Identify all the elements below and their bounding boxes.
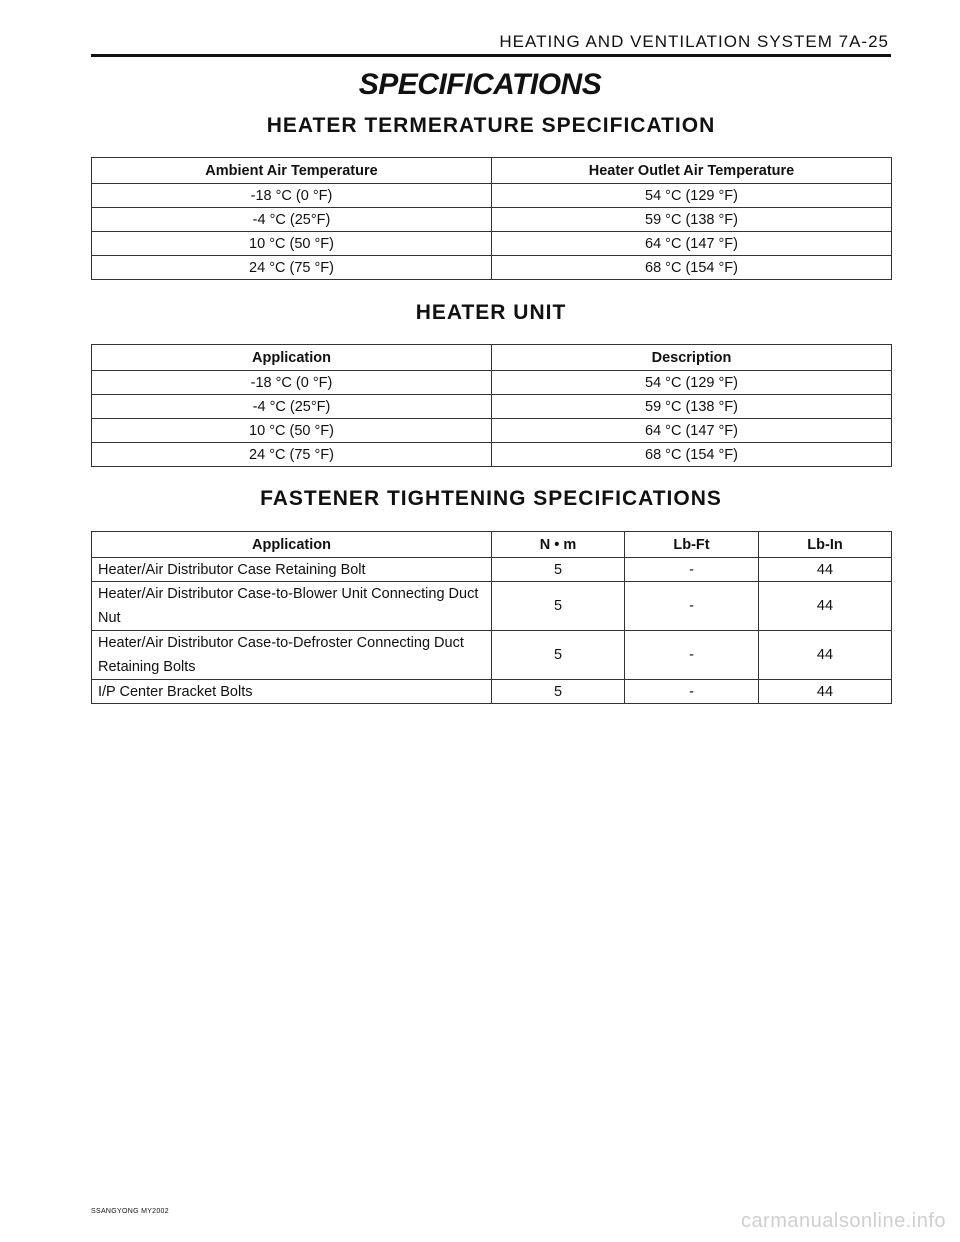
table-row (92, 558, 892, 582)
table-cell: 54 °C (129 °F) (492, 184, 892, 208)
section-title-fastener-tightening: FASTENER TIGHTENING SPECIFICATIONS (260, 487, 722, 510)
table-cell: 44 (759, 680, 892, 704)
table-cell: - (625, 680, 759, 704)
column-header: Ambient Air Temperature (92, 158, 492, 184)
table-row (92, 371, 892, 395)
table-cell: -4 °C (25°F) (92, 395, 492, 419)
table-cell: 44 (759, 558, 892, 582)
table-cell: - (625, 582, 759, 631)
column-header: Application (92, 532, 492, 558)
footer-text: SSANGYONG MY2002 (91, 1208, 169, 1215)
table-row (92, 184, 892, 208)
table-cell: 44 (759, 631, 892, 680)
table-cell: 5 (492, 558, 625, 582)
table-cell (92, 582, 492, 631)
table-cell: 59 °C (138 °F) (492, 395, 892, 419)
fastener-tightening-table (91, 531, 892, 704)
column-header: Lb-In (759, 532, 892, 558)
table-cell: - (625, 631, 759, 680)
table-cell: 54 °C (129 °F) (492, 371, 892, 395)
table-cell: - (625, 558, 759, 582)
table-cell: -18 °C (0 °F) (92, 184, 492, 208)
page-title: SPECIFICATIONS (358, 68, 602, 101)
table-row (92, 395, 892, 419)
table-row (92, 256, 892, 280)
cell-text: Heater/Air Distributor Case-to-Blower Unit Connecting Duct Nut (98, 586, 479, 626)
heater-unit-table (91, 344, 892, 467)
table-cell (92, 631, 492, 680)
table-header-row (92, 532, 892, 558)
table-cell: 5 (492, 631, 625, 680)
header-title: HEATING AND VENTILATION SYSTEM 7A-25 (499, 32, 889, 51)
table-cell: 68 °C (154 °F) (492, 443, 892, 467)
watermark: carmanualsonline.info (740, 1210, 946, 1232)
section-title-heater-unit: HEATER UNIT (415, 301, 567, 324)
table-cell: 10 °C (50 °F) (92, 419, 492, 443)
table-cell: 24 °C (75 °F) (92, 256, 492, 280)
table-row (92, 443, 892, 467)
table-cell: 5 (492, 680, 625, 704)
table-row (92, 232, 892, 256)
table-cell: 59 °C (138 °F) (492, 208, 892, 232)
table-cell: I/P Center Bracket Bolts (92, 680, 492, 704)
column-header: Lb-Ft (625, 532, 759, 558)
cell-text: Heater/Air Distributor Case-to-Defroster Connecting Duct Retaining Bolts (98, 635, 464, 675)
heater-temperature-table (91, 157, 892, 280)
column-header: N • m (492, 532, 625, 558)
table-row (92, 631, 892, 680)
table-row (92, 680, 892, 704)
table-row (92, 582, 892, 631)
table-cell: Heater/Air Distributor Case Retaining Bolt (92, 558, 492, 582)
table-row (92, 419, 892, 443)
table-cell: 64 °C (147 °F) (492, 232, 892, 256)
table-row (92, 208, 892, 232)
table-cell: -18 °C (0 °F) (92, 371, 492, 395)
page-header (91, 30, 891, 57)
table-cell: 10 °C (50 °F) (92, 232, 492, 256)
table-cell: 5 (492, 582, 625, 631)
column-header: Heater Outlet Air Temperature (492, 158, 892, 184)
table-cell: 64 °C (147 °F) (492, 419, 892, 443)
table-cell: 68 °C (154 °F) (492, 256, 892, 280)
table-cell: -4 °C (25°F) (92, 208, 492, 232)
table-header-row (92, 158, 892, 184)
table-cell: 44 (759, 582, 892, 631)
table-header-row (92, 345, 892, 371)
column-header: Description (492, 345, 892, 371)
section-title-heater-temperature: HEATER TERMERATURE SPECIFICATION (266, 114, 716, 137)
column-header: Application (92, 345, 492, 371)
table-cell: 24 °C (75 °F) (92, 443, 492, 467)
